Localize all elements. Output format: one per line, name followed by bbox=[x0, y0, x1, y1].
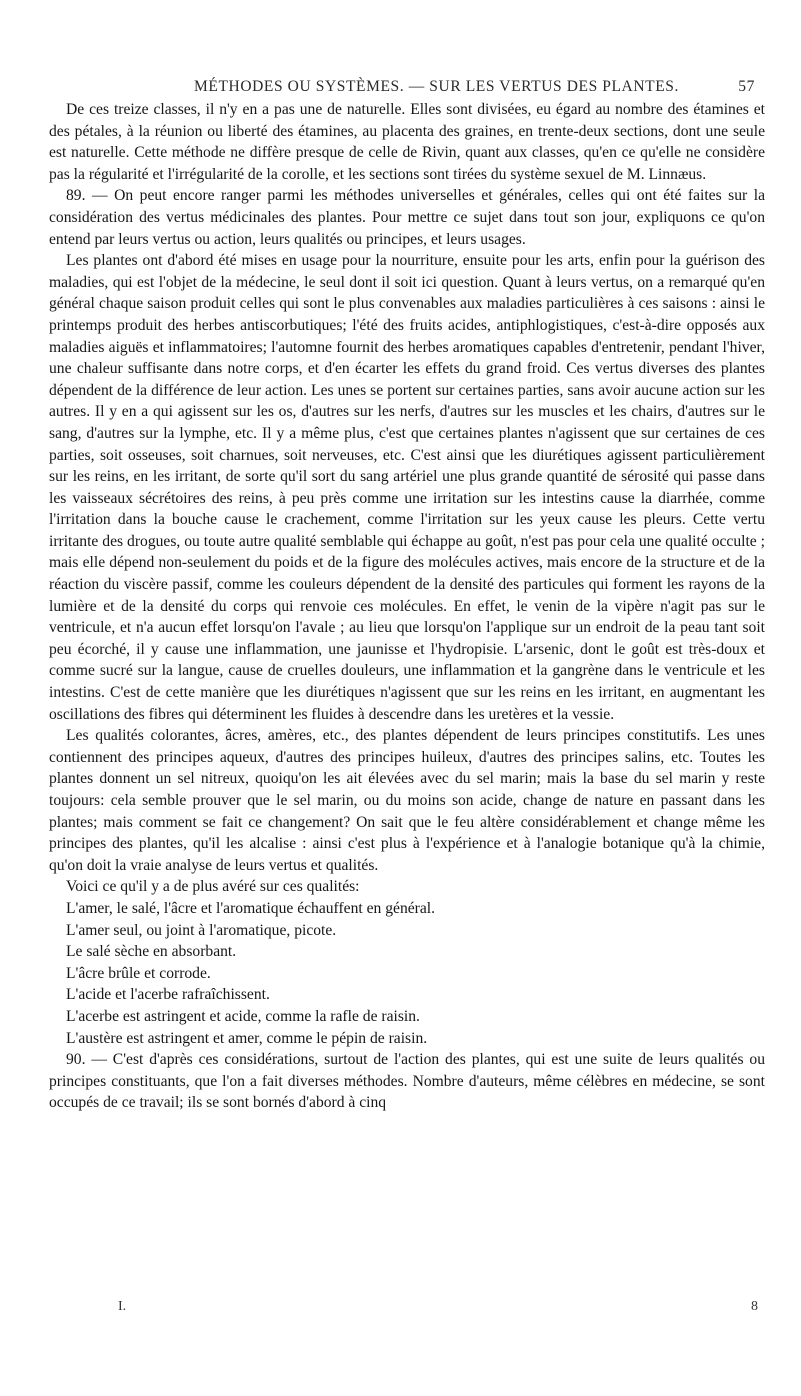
paragraph: L'âcre brûle et corrode. bbox=[66, 964, 211, 982]
running-title: MÉTHODES OU SYSTÈMES. — SUR LES VERTUS DES PLANTES. bbox=[194, 78, 679, 95]
paragraph: Les plantes ont d'abord été mises en usage pour la nourriture, ensuite pour les arts, enfin pour la guérison des maladies, qui est l'objet de la médecine, le seul dont il soit ici question. Quant à leurs vertus, on a remarqué qu'en général chaque saison produit celles qui sont le plus convenables aux maladies particulières à ces saisons : ainsi le printemps produit des herbes antiscorbutiques; l'été des fruits acides, antiphlogistiques, c'est-à-dire opposés aux maladies aiguës et inflammatoires; l'automne fournit des herbes aromatiques capables d'entretenir, pendant l'hiver, une chaleur suffisante dans notre corps, et d'en écarter les effets du grand froid. Ces vertus diverses des plantes dépendent de la différence de leur action. Les unes se portent sur certaines parties, sans avoir aucune action sur les autres. Il y en a qui agissent sur les os, d'autres sur les nerfs, d'autres sur les muscles et les chairs, d'autres sur le sang, d'autres sur la lymphe, etc. Il y a même plus, c'est que certaines plantes n'agissent que sur certaines de ces parties, soit osseuses, soit charnues, soit nerveuses, etc. C'est ainsi que les diurétiques agissent particulièrement sur les reins, en les irritant, de sorte qu'il sort du sang artériel une plus grande quantité de sérosité qui passe dans les vaisseaux sécrétoires des reins, à peu près comme une irritation sur les intestins cause la diarrhée, comme l'irritation dans la bouche cause le crachement, comme l'irritation sur les yeux cause les pleurs. Cette vertu irritante des drogues, ou toute autre qualité semblable qui échappe au goût, n'est pas pour cela une qualité occulte ; mais elle dépend non-seulement du poids et de la figure des molécules actives, mais encore de la structure et de la réaction du viscère passif, comme les couleurs dépendent de la densité des particules qui forment les rayons de la lumière et de la densité du corps qui renvoie ces molécules. En effet, le venin de la vipère n'agit pas sur le ventricule, et n'a aucun effet lorsqu'on l'avale ; au lieu que lorsqu'on l'applique sur un endroit de la peau tant soit peu écorché, il y cause une inflammation, une jaunisse et l'hydropisie. L'arsenic, dont le goût est très-doux et comme sucré sur la langue, cause de cruelles douleurs, une inflammation et la gangrène dans le ventricule et les intestins. C'est de cette manière que les diurétiques n'agissent que sur les reins en les irritant, en augmentant les oscillations des fibres qui déterminent les fluides à descendre dans les uretères et la vessie. bbox=[49, 252, 765, 723]
paragraph: L'austère est astringent et amer, comme le pépin de raisin. bbox=[66, 1029, 428, 1047]
paragraph: Le salé sèche en absorbant. bbox=[66, 943, 237, 961]
signature-mark: 8 bbox=[751, 1299, 758, 1314]
paragraph: Voici ce qu'il y a de plus avéré sur ces qualités: bbox=[66, 878, 360, 896]
paragraph: L'amer seul, ou joint à l'aromatique, picote. bbox=[66, 921, 337, 939]
body-text bbox=[49, 99, 765, 1114]
paragraph: 90. — C'est d'après ces considérations, surtout de l'action des plantes, qui est une suite de leurs qualités ou principes constituants, que l'on a fait diverses méthodes. Nombre d'auteurs, même célèbres en médecine, se sont occupés de ce travail; ils se sont bornés d'abord à cinq bbox=[49, 1051, 765, 1112]
signature-volume: I. bbox=[118, 1299, 127, 1314]
paragraph: Les qualités colorantes, âcres, amères, etc., des plantes dépendent de leurs principes constitutifs. Les unes contiennent des principes aqueux, d'autres des principes huileux, d'autres des principes salins, etc. Toutes les plantes donnent un sel nitreux, quoiqu'on les ait élevées avec du sel marin; mais la base du sel marin y reste toujours: cela semble prouver que le sel marin, ou du moins son acide, change de nature en passant dans les plantes; mais comment se fait ce changement? On sait que le feu altère considérablement et change même les principes des plantes, qu'il les alcalise : ainsi c'est plus à l'expérience et à l'analogie botanique qu'à la chimie, qu'on doit la vraie analyse de leurs vertus et qualités. bbox=[49, 727, 765, 874]
page-number: 57 bbox=[738, 78, 755, 95]
paragraph: De ces treize classes, il n'y en a pas une de naturelle. Elles sont divisées, eu égard au nombre des étamines et des pétales, à la réunion ou liberté des étamines, au placenta des graines, en trente-deux sections, dont une seule est naturelle. Cette méthode ne diffère presque de celle de Rivin, quant aux classes, qu'en ce qu'elle ne considère pas la régularité et l'irrégularité de la corolle, et les sections sont tirées du système sexuel de M. Linnæus. bbox=[49, 101, 765, 183]
running-head bbox=[118, 78, 755, 100]
paragraph: L'acide et l'acerbe rafraîchissent. bbox=[66, 986, 270, 1004]
paragraph: 89. — On peut encore ranger parmi les méthodes universelles et générales, celles qui ont été faites sur la considération des vertus médicinales des plantes. Pour mettre ce sujet dans tout son jour, expliquons ce qu'on entend par leurs vertus ou action, leurs qualités ou principes, et leurs usages. bbox=[49, 187, 765, 248]
paragraph: L'amer, le salé, l'âcre et l'aromatique échauffent en général. bbox=[66, 899, 436, 917]
paragraph: L'acerbe est astringent et acide, comme la rafle de raisin. bbox=[66, 1007, 420, 1025]
